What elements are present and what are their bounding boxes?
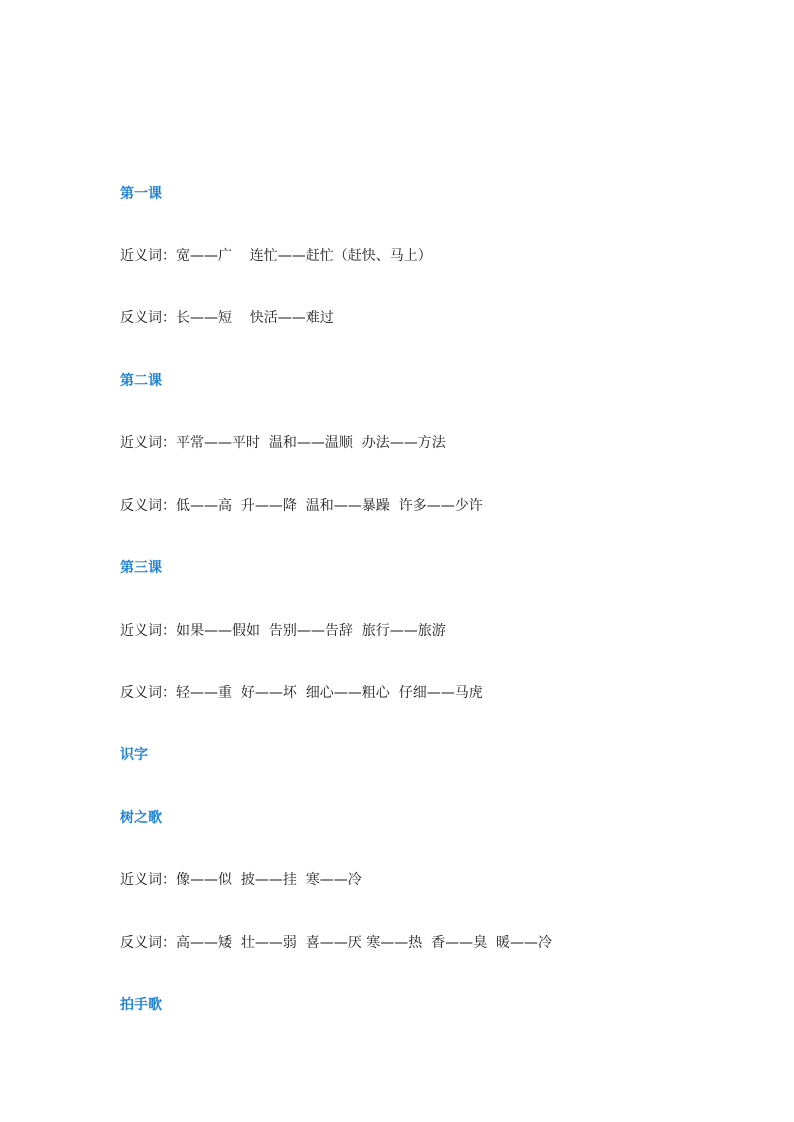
- tree-song-synonyms: 近义词：像——似 披——挂 寒——冷: [120, 872, 362, 888]
- lesson-2-antonyms: 反义词：低——高 升——降 温和——暴躁 许多——少许: [120, 498, 483, 514]
- lesson-1-antonyms: 反义词：长——短 快活——难过: [120, 310, 334, 326]
- lesson-2-heading: 第二课: [120, 373, 162, 389]
- lesson-3-synonyms: 近义词：如果——假如 告别——告辞 旅行——旅游: [120, 623, 446, 639]
- lesson-3-heading: 第三课: [120, 560, 162, 576]
- lesson-3-antonyms: 反义词：轻——重 好——坏 细心——粗心 仔细——马虎: [120, 685, 483, 701]
- lesson-1-heading: 第一课: [120, 186, 162, 202]
- lesson-2-synonyms: 近义词：平常——平时 温和——温顺 办法——方法: [120, 435, 446, 451]
- tree-song-antonyms: 反义词：高——矮 壮——弱 喜——厌 寒——热 香——臭 暖——冷: [120, 935, 553, 951]
- literacy-heading: 识字: [120, 747, 148, 763]
- tree-song-heading: 树之歌: [120, 810, 162, 826]
- lesson-1-synonyms: 近义词：宽——广 连忙——赶忙（赶快、马上）: [120, 248, 432, 264]
- clapping-song-heading: 拍手歌: [120, 997, 162, 1013]
